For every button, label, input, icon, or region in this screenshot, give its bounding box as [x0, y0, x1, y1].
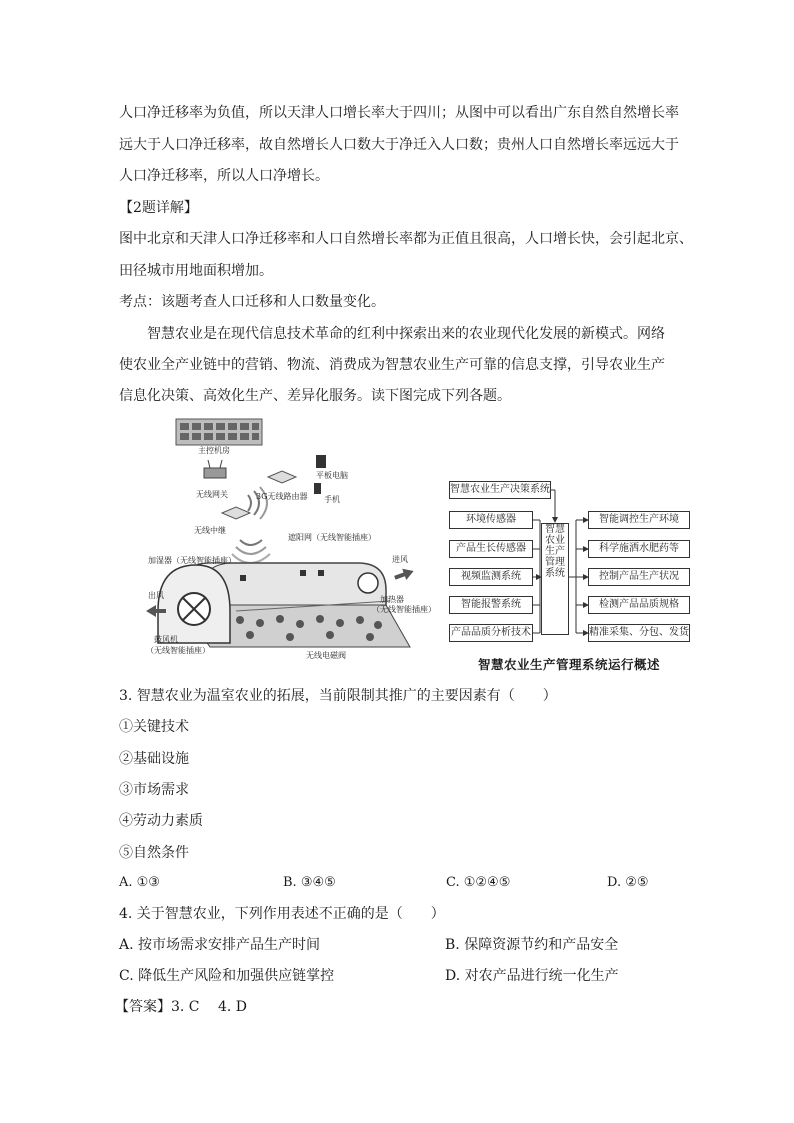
management-system-box: 智慧农业生产管理系统	[541, 523, 569, 635]
left-box: 产品生长传感器	[449, 540, 533, 558]
fan-label: 鼓风机	[154, 635, 178, 644]
q4-stem: 4. 关于智慧农业，下列作用表述不正确的是（ ）	[119, 906, 445, 922]
text-line: 人口净迁移率，所以人口净增长。	[119, 168, 329, 184]
greenhouse-illustration	[140, 415, 430, 665]
text-line: 图中北京和天津人口净迁移率和人口自然增长率都为正值且很高，人口增长快，会引起北京、	[119, 231, 693, 247]
left-box: 产品品质分析技术	[449, 624, 533, 642]
q3-option-d: D. ②⑤	[607, 875, 649, 890]
right-box: 智能调控生产环境	[588, 511, 690, 529]
q3-item: ①关键技术	[119, 719, 189, 735]
q3-item: ⑤自然条件	[119, 845, 189, 861]
left-box: 环境传感器	[449, 511, 533, 529]
q3-option-b: B. ③④⑤	[283, 875, 336, 890]
right-box: 控制产品生产状况	[588, 568, 690, 586]
section-heading: 【2题详解】	[119, 200, 198, 216]
right-box: 检测产品品质规格	[588, 596, 690, 614]
answer-line: 【答案】3. C 4. D	[115, 999, 248, 1015]
text-line: 远大于人口净迁移率，故自然增长人口数大于净迁入人口数；贵州人口自然增长率远远大于	[119, 137, 679, 153]
figure-caption: 智慧农业生产管理系统运行概述	[478, 657, 661, 672]
q3-item: ②基础设施	[119, 751, 189, 767]
q3-option-a: A. ①③	[119, 875, 160, 890]
left-box: 视频监测系统	[449, 568, 533, 586]
shade-label: 遮阳网（无线智能插座）	[288, 533, 376, 542]
tablet-label: 平板电脑	[316, 471, 348, 480]
heater-label: 加热器	[380, 595, 404, 604]
inlet-label: 进风	[392, 555, 408, 564]
q4-option-a: A. 按市场需求安排产品生产时间	[119, 937, 321, 953]
intro-line: 信息化决策、高效化生产、差异化服务。读下图完成下列各题。	[119, 388, 511, 404]
valve-label: 无线电磁阀	[306, 651, 346, 660]
q3-item: ③市场需求	[119, 782, 189, 798]
right-box: 科学施洒水肥药等	[588, 540, 690, 558]
left-box: 智能报警系统	[449, 596, 533, 614]
q3-option-c: C. ①②④⑤	[446, 875, 511, 890]
heater-sub-label: （无线智能插座）	[372, 605, 436, 614]
humidifier-label: 加湿器（无线智能插座）	[148, 556, 236, 565]
control-room-label: 主控机房	[198, 446, 230, 455]
q4-option-d: D. 对农产品进行统一化生产	[445, 968, 619, 984]
text-line: 田径城市用地面积增加。	[119, 263, 273, 279]
intro-line: 使农业全产业链中的营销、物流、消费成为智慧农业生产可靠的信息支撑，引导农业生产	[119, 357, 665, 373]
gateway-label: 无线网关	[196, 490, 228, 499]
relay-label: 无线中继	[194, 526, 226, 535]
q4-option-c: C. 降低生产风险和加强供应链掌控	[119, 968, 335, 984]
q4-option-b: B. 保障资源节约和产品安全	[445, 937, 619, 953]
right-box: 精准采集、分包、发货	[588, 624, 690, 642]
greenhouse-figure	[140, 415, 436, 665]
router-label: 3G无线路由器	[256, 492, 308, 501]
decision-system-box: 智慧农业生产决策系统	[449, 481, 551, 499]
fan-sub-label: （无线智能插座）	[146, 646, 210, 655]
phone-label: 手机	[324, 495, 340, 504]
outlet-label: 出风	[148, 591, 164, 600]
q3-item: ④劳动力素质	[119, 813, 203, 829]
intro-line: 智慧农业是在现代信息技术革命的红利中探索出来的农业现代化发展的新模式。网络	[147, 326, 665, 342]
kaodian-line: 考点：该题考查人口迁移和人口数量变化。	[119, 294, 385, 310]
text-line: 人口净迁移率为负值，所以天津人口增长率大于四川；从图中可以看出广东自然自然增长率	[119, 105, 679, 121]
q3-stem: 3. 智慧农业为温室农业的拓展，当前限制其推广的主要因素有（ ）	[119, 688, 557, 704]
